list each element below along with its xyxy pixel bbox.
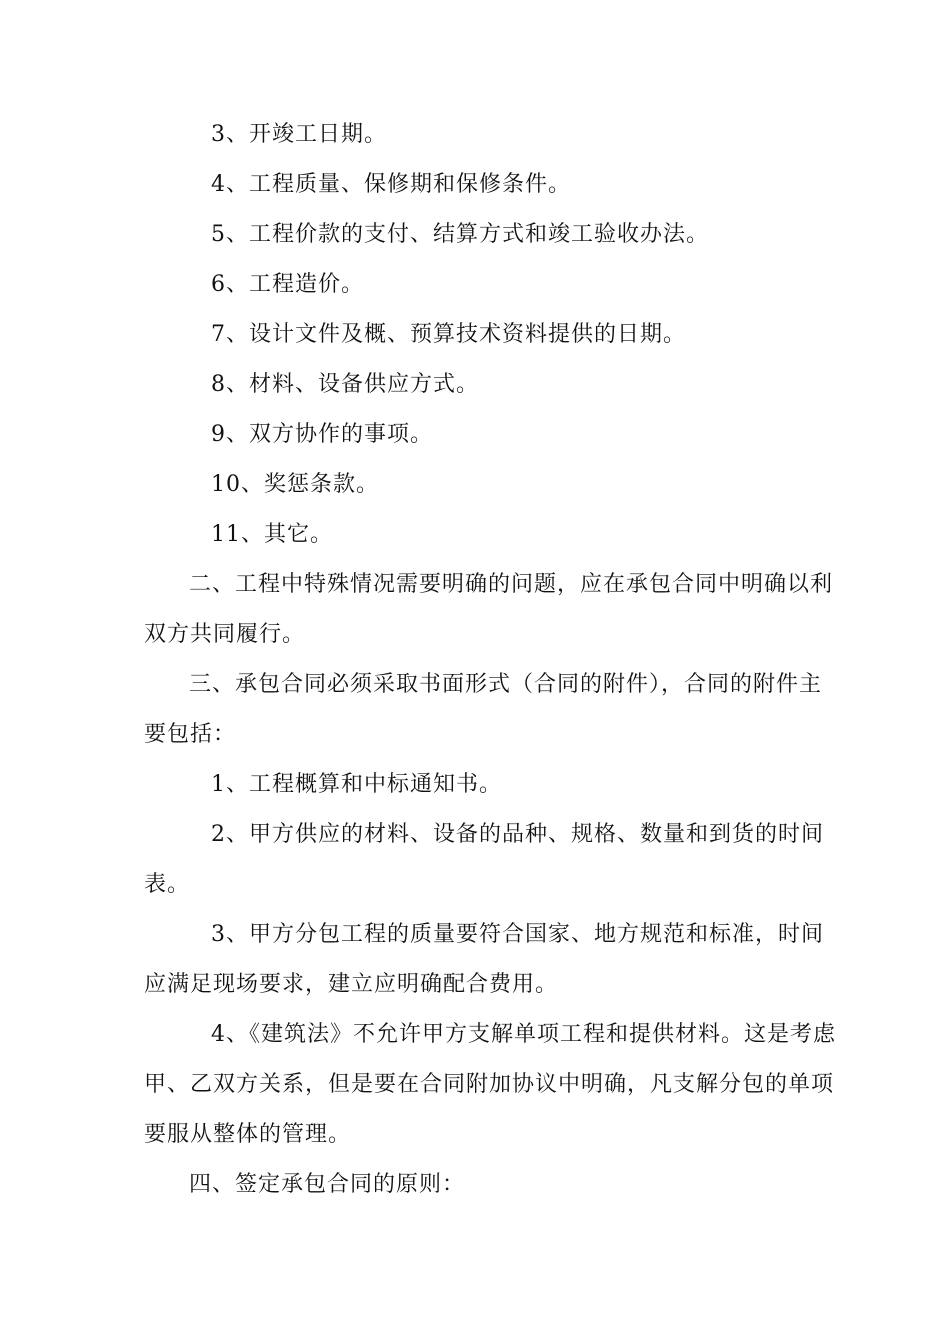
text-line: 二、工程中特殊情况需要明确的问题，应在承包合同中明确以利: [189, 572, 834, 597]
text-line: 3、甲方分包工程的质量要符合国家、地方规范和标准，时间: [211, 922, 824, 947]
text-line: 应满足现场要求，建立应明确配合费用。: [144, 972, 559, 997]
text-line: 7、设计文件及概、预算技术资料提供的日期。: [211, 322, 686, 347]
text-line: 6、工程造价。: [211, 272, 364, 297]
text-line: 8、材料、设备供应方式。: [211, 372, 479, 397]
text-line: 11、其它。: [211, 522, 333, 547]
text-line: 1、工程概算和中标通知书。: [211, 772, 502, 797]
text-line: 4、工程质量、保修期和保修条件。: [211, 172, 571, 197]
text-line: 甲、乙双方关系，但是要在合同附加协议中明确，凡支解分包的单项: [144, 1072, 835, 1097]
text-line: 三、承包合同必须采取书面形式（合同的附件），合同的附件主: [189, 672, 823, 697]
text-line: 4、《建筑法》不允许甲方支解单项工程和提供材料。这是考虑: [211, 1022, 836, 1047]
text-line: 要包括：: [144, 722, 237, 747]
text-line: 表。: [144, 872, 191, 897]
text-line: 四、签定承包合同的原则：: [189, 1172, 466, 1197]
text-line: 3、开竣工日期。: [211, 122, 387, 147]
text-line: 双方共同履行。: [144, 622, 306, 647]
text-line: 9、双方协作的事项。: [211, 422, 433, 447]
text-line: 10、奖惩条款。: [211, 472, 379, 497]
text-line: 5、工程价款的支付、结算方式和竣工验收办法。: [211, 222, 709, 247]
text-line: 要服从整体的管理。: [144, 1122, 352, 1147]
text-line: 2、甲方供应的材料、设备的品种、规格、数量和到货的时间: [211, 822, 824, 847]
